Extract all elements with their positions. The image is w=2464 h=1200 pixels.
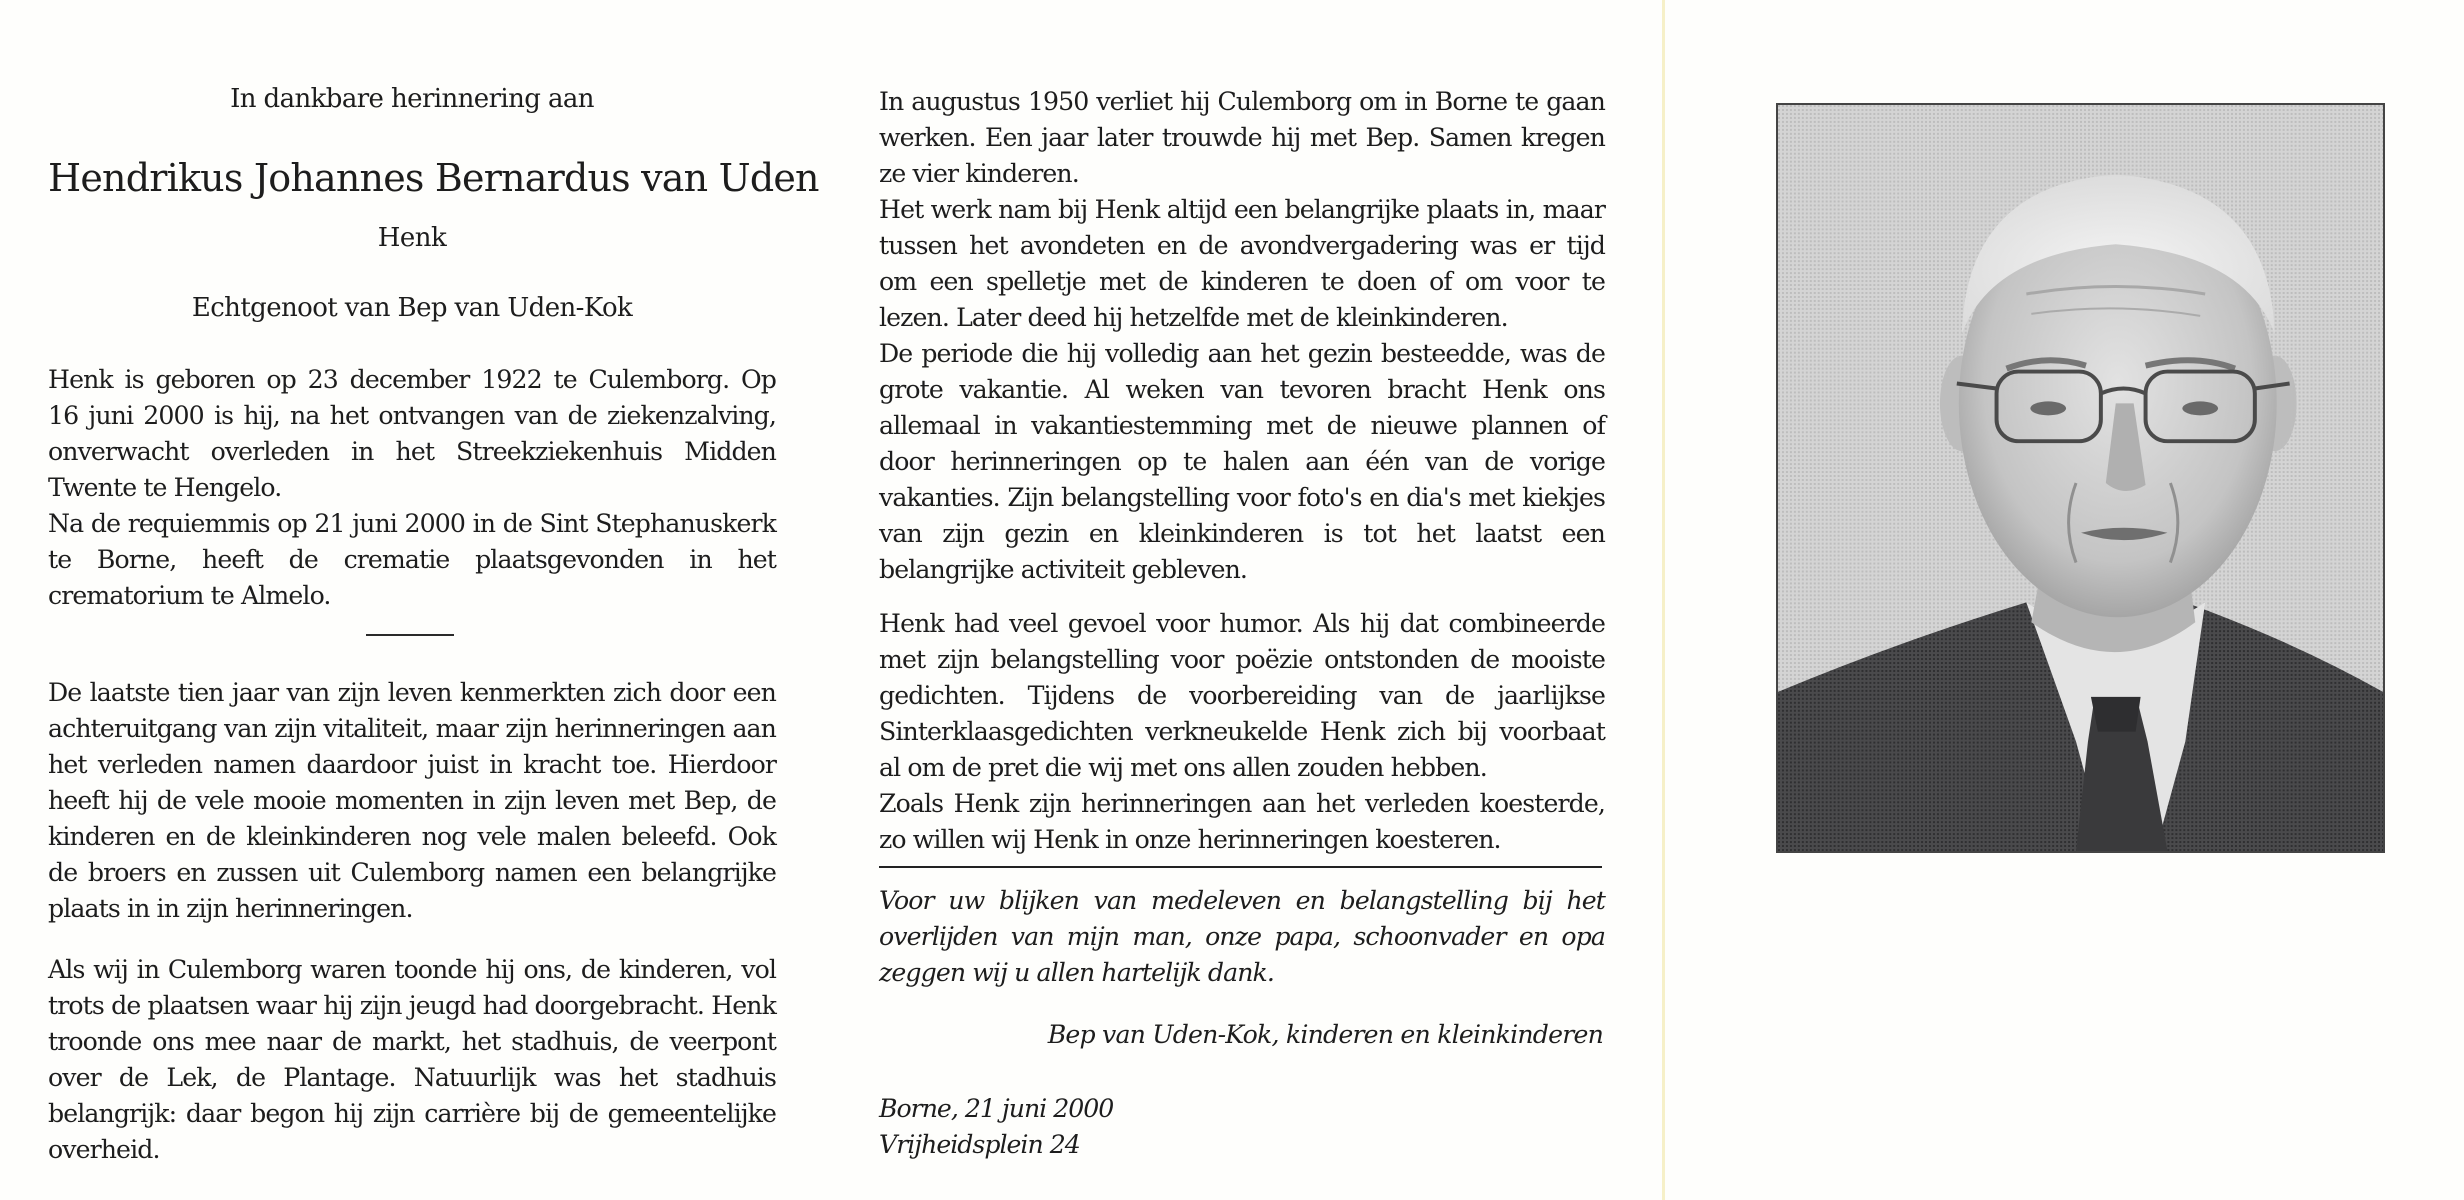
text-line: lezen. Later deed hij hetzelfde met de kleinkinderen.	[879, 303, 1508, 332]
text-line: trots de plaatsen waar hij zijn jeugd had doorgebracht. Henk	[48, 991, 776, 1020]
text-line: De periode die hij volledig aan het gezin besteedde, was de	[879, 339, 1605, 368]
text-line: grote vakantie. Al weken van tevoren bracht Henk ons	[879, 375, 1605, 404]
deceased-nickname: Henk	[377, 223, 447, 253]
text-line: belangrijk: daar begon hij zijn carrière bij de gemeentelijke	[48, 1099, 776, 1128]
card-fold-line	[1662, 0, 1665, 1200]
text-line: De laatste tien jaar van zijn leven kenmerkten zich door een	[48, 678, 776, 707]
biography-paragraph-1	[48, 362, 776, 614]
text-line: ze vier kinderen.	[879, 159, 1079, 188]
text-line: belangrijke activiteit gebleven.	[879, 555, 1248, 584]
text-line: troonde ons mee naar de markt, het stadhuis, de veerpont	[48, 1027, 776, 1056]
text-line: vakanties. Zijn belangstelling voor foto's en dia's met kiekjes	[879, 483, 1605, 512]
spouse-line: Echtgenoot van Bep van Uden-Kok	[191, 293, 633, 323]
text-line: door herinneringen op te halen aan één van de vorige	[879, 447, 1605, 476]
deceased-full-name: Hendrikus Johannes Bernardus van Uden	[48, 156, 819, 200]
place-date: Borne, 21 juni 2000	[879, 1094, 1114, 1123]
text-line: werken. Een jaar later trouwde hij met Bep. Samen kregen	[879, 123, 1605, 152]
text-line: Henk is geboren op 23 december 1922 te Culemborg. Op	[48, 365, 776, 394]
text-line: Voor uw blijken van medeleven en belangstelling bij het	[879, 886, 1605, 915]
text-line: zo willen wij Henk in onze herinneringen koesteren.	[879, 825, 1501, 854]
text-line: crematorium te Almelo.	[48, 581, 331, 610]
text-line: In augustus 1950 verliet hij Culemborg om in Borne te gaan	[879, 87, 1605, 116]
tie-knot	[2091, 697, 2141, 732]
biography-paragraph-4	[879, 84, 1605, 588]
text-line: zeggen wij u allen hartelijk dank.	[879, 958, 1275, 987]
text-line: plaats in in zijn herinneringen.	[48, 894, 413, 923]
text-line: over de Lek, de Plantage. Natuurlijk was het stadhuis	[48, 1063, 776, 1092]
family-signature: Bep van Uden-Kok, kinderen en kleinkinderen	[1047, 1020, 1603, 1049]
text-line: om een spelletje met de kinderen te doen of om voor te	[879, 267, 1605, 296]
biography-paragraph-3	[48, 952, 776, 1168]
text-line: achteruitgang van zijn vitaliteit, maar zijn herinneringen aan	[48, 714, 776, 743]
thanks-paragraph	[879, 883, 1605, 991]
text-line: het verleden namen daardoor juist in kracht toe. Hierdoor	[48, 750, 776, 779]
text-line: de broers en zussen uit Culemborg namen een belangrijke	[48, 858, 776, 887]
text-line: te Borne, heeft de crematie plaatsgevonden in het	[48, 545, 776, 574]
text-line: met zijn belangstelling voor poëzie ontstonden de mooiste	[879, 645, 1605, 674]
section-divider	[366, 634, 454, 636]
portrait-image	[1778, 105, 2383, 851]
text-line: Het werk nam bij Henk altijd een belangrijke plaats in, maar	[879, 195, 1605, 224]
portrait-photo	[1776, 103, 2385, 853]
text-line: onverwacht overleden in het Streekziekenhuis Midden	[48, 437, 776, 466]
text-line: Twente te Hengelo.	[48, 473, 282, 502]
text-line: Henk had veel gevoel voor humor. Als hij dat combineerde	[879, 609, 1605, 638]
text-line: gedichten. Tijdens de voorbereiding van de jaarlijkse	[879, 681, 1605, 710]
text-line: 16 juni 2000 is hij, na het ontvangen van de ziekenzalving,	[48, 401, 776, 430]
biography-paragraph-5	[879, 606, 1605, 858]
biography-paragraph-2	[48, 675, 776, 927]
text-line: overlijden van mijn man, onze papa, schoonvader en opa	[879, 922, 1605, 951]
text-line: van zijn gezin en kleinkinderen is tot het laatst een	[879, 519, 1605, 548]
place-and-address	[879, 1091, 1113, 1163]
text-line: Als wij in Culemborg waren toonde hij ons, de kinderen, vol	[48, 955, 776, 984]
text-line: al om de pret die wij met ons allen zouden hebben.	[879, 753, 1487, 782]
text-line: Zoals Henk zijn herinneringen aan het verleden koesterde,	[879, 789, 1605, 818]
text-line: heeft hij de vele mooie momenten in zijn leven met Bep, de	[48, 786, 776, 815]
text-line: Sinterklaasgedichten verkneukelde Henk zich bij voorbaat	[879, 717, 1605, 746]
text-line: overheid.	[48, 1135, 160, 1164]
text-line: tussen het avondeten en de avondvergadering was er tijd	[879, 231, 1605, 260]
intro-line: In dankbare herinnering aan	[230, 84, 594, 114]
text-line: allemaal in vakantiestemming met de nieuwe plannen of	[879, 411, 1605, 440]
section-rule	[879, 866, 1602, 868]
address: Vrijheidsplein 24	[879, 1130, 1080, 1159]
text-line: Na de requiemmis op 21 juni 2000 in de Sint Stephanuskerk	[48, 509, 776, 538]
text-line: kinderen en de kleinkinderen nog vele malen beleefd. Ook	[48, 822, 776, 851]
